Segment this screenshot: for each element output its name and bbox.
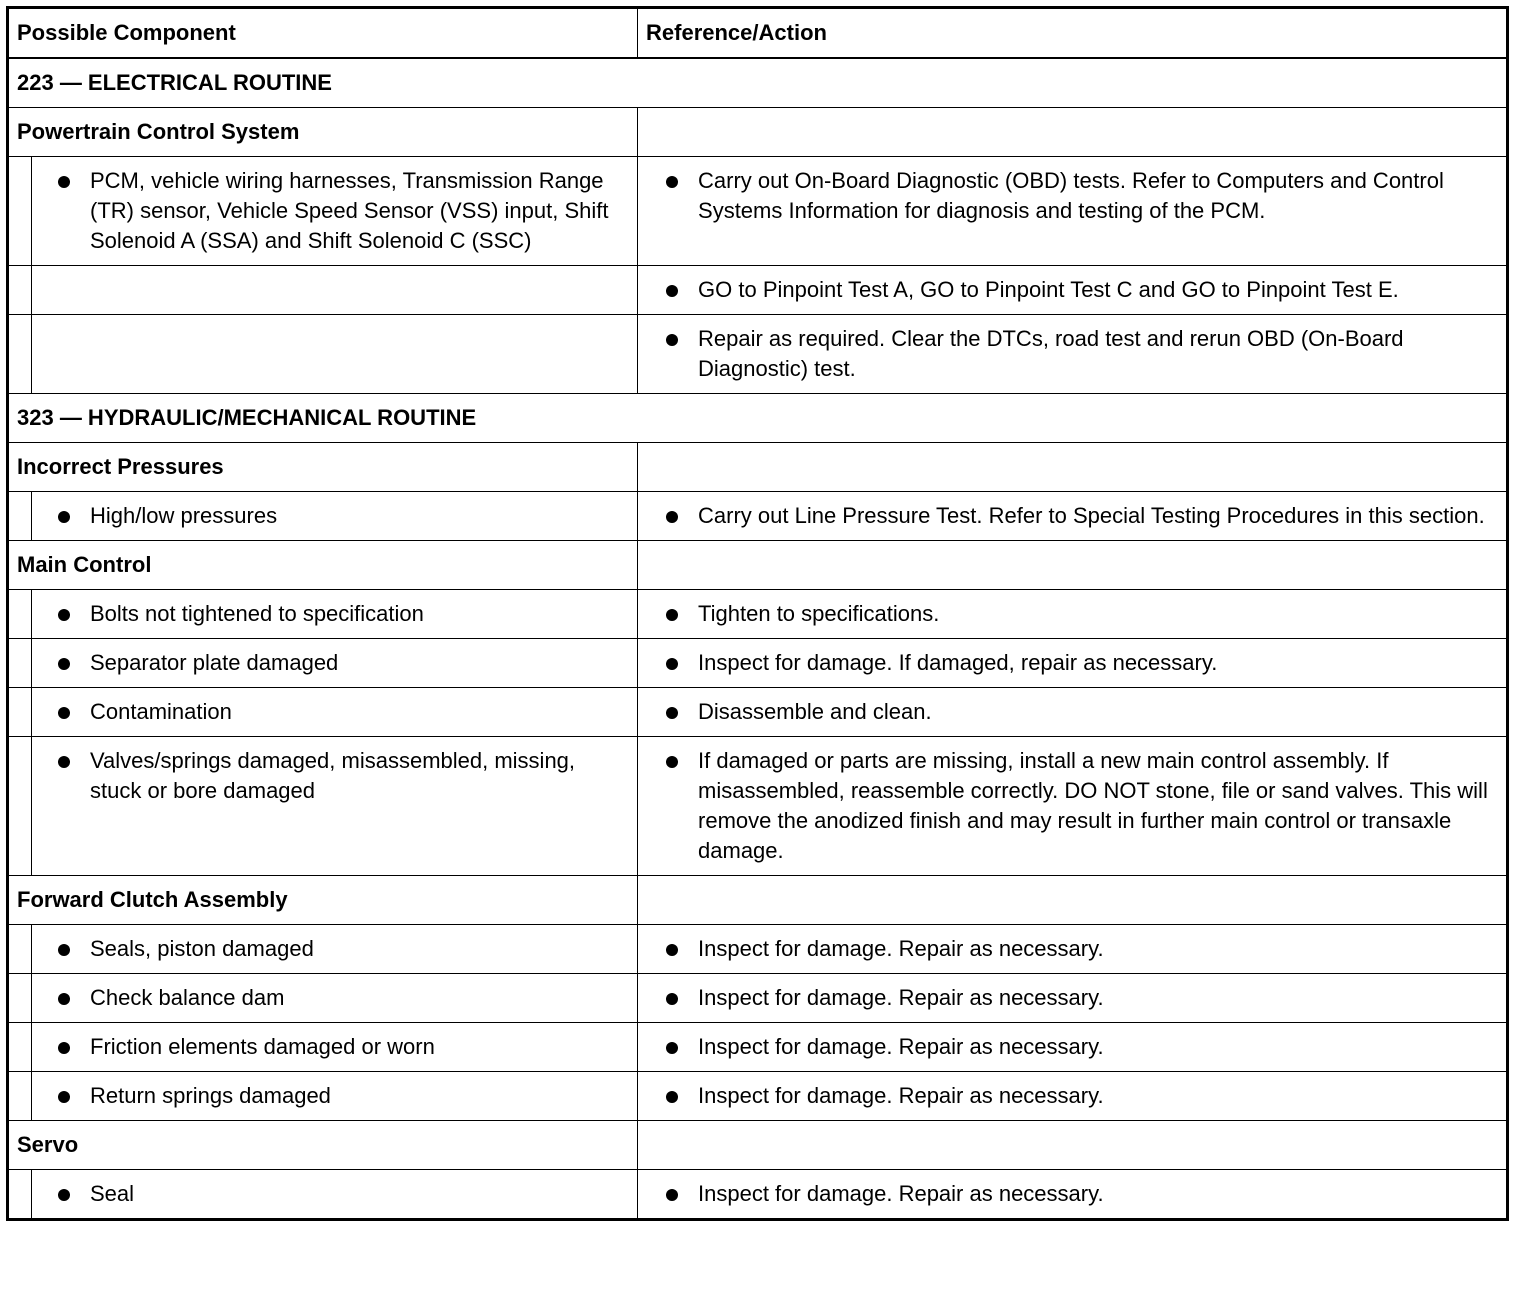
component-cell [32,590,638,639]
indent-cell [8,1170,32,1220]
action-bullet-item: Inspect for damage. Repair as necessary. [646,1081,1504,1111]
action-cell [638,315,1508,394]
action-cell [638,590,1508,639]
table-row [8,590,1508,639]
indent-cell [8,492,32,541]
component-cell [32,492,638,541]
section-title: 323 — HYDRAULIC/MECHANICAL ROUTINE [8,394,1508,443]
action-bullet-item: If damaged or parts are missing, install a new main control assembly. If misassembled, reassemble correctly. DO NOT stone, file or sand valves. This will remove the anodized finish and may result in further main control or transaxle damage. [646,746,1504,866]
category-row [8,1121,1508,1170]
component-cell [32,639,638,688]
component-bullet-item: Return springs damaged [32,1081,629,1111]
indent-cell [8,157,32,266]
component-cell [32,315,638,394]
action-cell [638,737,1508,876]
table-row [8,1072,1508,1121]
action-bullet-item: Repair as required. Clear the DTCs, road test and rerun OBD (On-Board Diagnostic) test. [646,324,1504,384]
empty-cell [638,876,1508,925]
indent-cell [8,590,32,639]
category-title: Servo [8,1121,638,1170]
action-bullet-item: Inspect for damage. Repair as necessary. [646,1179,1504,1209]
table-row [8,315,1508,394]
action-bullet-item: Disassemble and clean. [646,697,1504,727]
action-bullet-item: GO to Pinpoint Test A, GO to Pinpoint Test C and GO to Pinpoint Test E. [646,275,1504,305]
table-row [8,157,1508,266]
table-row [8,688,1508,737]
category-row [8,541,1508,590]
action-cell [638,266,1508,315]
action-cell [638,974,1508,1023]
indent-cell [8,639,32,688]
action-bullet-item: Inspect for damage. Repair as necessary. [646,983,1504,1013]
table-body [8,8,1508,1220]
action-cell [638,1072,1508,1121]
diagnosis-table [6,6,1509,1221]
component-bullet-item: Contamination [32,697,629,727]
action-cell [638,1023,1508,1072]
component-bullet-item: High/low pressures [32,501,629,531]
indent-cell [8,1072,32,1121]
indent-cell [8,737,32,876]
component-cell [32,925,638,974]
header-row [8,8,1508,59]
table-row [8,925,1508,974]
component-cell [32,974,638,1023]
indent-cell [8,266,32,315]
empty-cell [638,443,1508,492]
table-row [8,266,1508,315]
action-bullet-item: Tighten to specifications. [646,599,1504,629]
component-bullet-item: Bolts not tightened to specification [32,599,629,629]
indent-cell [8,974,32,1023]
component-bullet-item: PCM, vehicle wiring harnesses, Transmission Range (TR) sensor, Vehicle Speed Sensor (VSS) input, Shift Solenoid A (SSA) and Shift Solenoid C (SSC) [32,166,629,256]
category-row [8,876,1508,925]
category-row [8,443,1508,492]
section-row [8,58,1508,108]
component-bullet-item: Separator plate damaged [32,648,629,678]
empty-cell [638,1121,1508,1170]
action-cell [638,492,1508,541]
indent-cell [8,925,32,974]
section-title: 223 — ELECTRICAL ROUTINE [8,58,1508,108]
indent-cell [8,688,32,737]
header-reference-action: Reference/Action [638,8,1508,59]
category-title: Forward Clutch Assembly [8,876,638,925]
indent-cell [8,315,32,394]
table-row [8,639,1508,688]
table-row [8,737,1508,876]
table-row [8,1170,1508,1220]
table-row [8,492,1508,541]
category-title: Incorrect Pressures [8,443,638,492]
action-bullet-item: Carry out Line Pressure Test. Refer to Special Testing Procedures in this section. [646,501,1504,531]
empty-cell [638,541,1508,590]
component-bullet-item: Valves/springs damaged, misassembled, missing, stuck or bore damaged [32,746,629,806]
table-row [8,1023,1508,1072]
header-possible-component: Possible Component [8,8,638,59]
indent-cell [8,1023,32,1072]
component-cell [32,266,638,315]
action-cell [638,157,1508,266]
action-bullet-item: Inspect for damage. Repair as necessary. [646,1032,1504,1062]
component-cell [32,1023,638,1072]
category-row [8,108,1508,157]
component-bullet-item: Seals, piston damaged [32,934,629,964]
component-cell [32,1170,638,1220]
component-cell [32,737,638,876]
category-title: Main Control [8,541,638,590]
action-cell [638,688,1508,737]
action-cell [638,1170,1508,1220]
component-cell [32,157,638,266]
category-title: Powertrain Control System [8,108,638,157]
action-bullet-item: Inspect for damage. Repair as necessary. [646,934,1504,964]
action-cell [638,639,1508,688]
component-bullet-item: Friction elements damaged or worn [32,1032,629,1062]
section-row [8,394,1508,443]
component-bullet-item: Seal [32,1179,629,1209]
action-cell [638,925,1508,974]
component-cell [32,1072,638,1121]
component-bullet-item: Check balance dam [32,983,629,1013]
action-bullet-item: Carry out On-Board Diagnostic (OBD) tests. Refer to Computers and Control Systems Information for diagnosis and testing of the PCM. [646,166,1504,226]
empty-cell [638,108,1508,157]
table-row [8,974,1508,1023]
component-cell [32,688,638,737]
action-bullet-item: Inspect for damage. If damaged, repair as necessary. [646,648,1504,678]
